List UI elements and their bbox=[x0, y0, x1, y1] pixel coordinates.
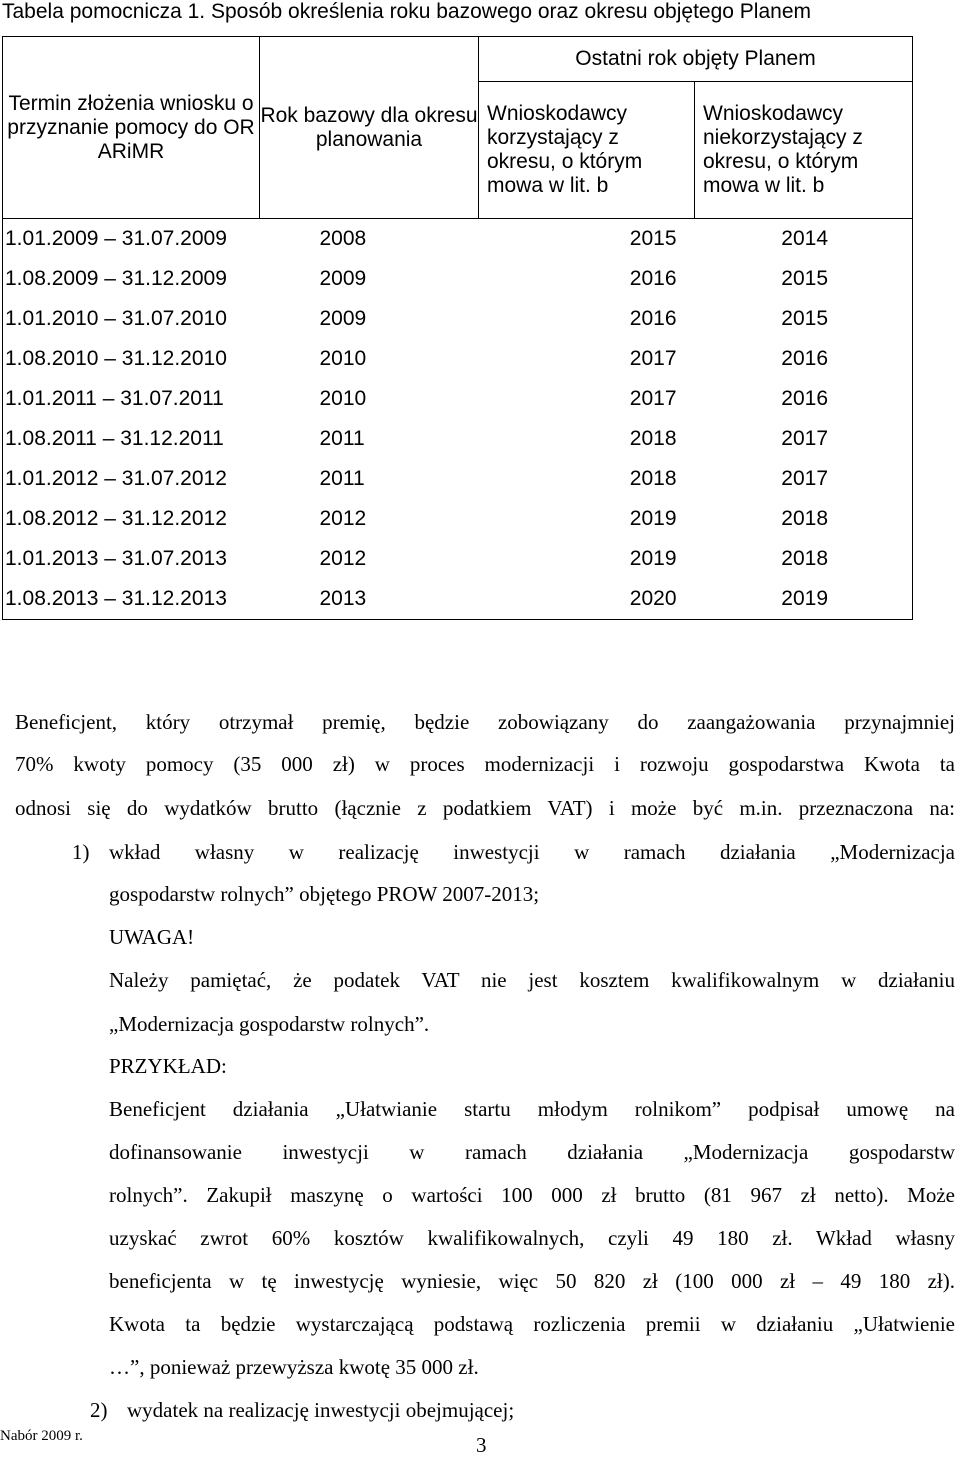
list-number: 2) bbox=[90, 1398, 108, 1422]
cell-base-year: 2012 bbox=[319, 547, 367, 570]
paragraph-line: odnosi się do wydatków brutto (łącznie z podatkiem VAT) i może być m.in. przeznaczona na: bbox=[15, 796, 955, 820]
table-row bbox=[3, 539, 913, 579]
paragraph-line: 70% kwoty pomocy (35 000 zł) w proces modernizacji i rozwoju gospodarstwa Kwota ta bbox=[15, 752, 955, 776]
table-row bbox=[3, 219, 913, 260]
cell-base-year: 2010 bbox=[319, 347, 367, 370]
cell-base-year: 2009 bbox=[319, 267, 367, 290]
example-label: PRZYKŁAD: bbox=[109, 1054, 227, 1078]
cell-last-year-not-using: 2019 bbox=[695, 579, 913, 620]
header-base-year: Rok bazowy dla okresu planowania bbox=[260, 37, 479, 219]
cell-submission-period: 1.01.2010 – 31.07.2010 bbox=[3, 299, 260, 339]
table-row bbox=[3, 379, 913, 419]
cell-submission-period: 1.08.2009 – 31.12.2009 bbox=[3, 259, 260, 299]
cell-base-year: 2013 bbox=[260, 579, 479, 620]
cell-last-year-using: 2017 bbox=[629, 387, 677, 410]
header-applicants-not-using: Wnioskodawcy niekorzystający z okresu, o którym mowa w lit. b bbox=[695, 82, 913, 219]
cell-last-year-not-using: 2017 bbox=[695, 459, 913, 499]
footer-recruitment: Nabór 2009 r. bbox=[0, 1428, 83, 1444]
example-line: Kwota ta będzie wystarczającą podstawą rozliczenia premii w działaniu „Ułatwienie bbox=[109, 1312, 955, 1336]
cell-last-year-using: 2020 bbox=[479, 579, 695, 620]
header-submission-date: Termin złożenia wniosku o przyznanie pomocy do OR ARiMR bbox=[3, 37, 260, 219]
cell-submission-period: 1.01.2009 – 31.07.2009 bbox=[3, 219, 260, 260]
cell-submission-period: 1.08.2010 – 31.12.2010 bbox=[3, 339, 260, 379]
example-line: rolnych”. Zakupił maszynę o wartości 100 000 zł brutto (81 967 zł netto). Może bbox=[109, 1183, 955, 1207]
cell-base-year: 2012 bbox=[319, 507, 367, 530]
table-caption: Tabela pomocnicza 1. Sposób określenia roku bazowego oraz okresu objętego Planem bbox=[2, 0, 811, 23]
table-row bbox=[3, 579, 913, 620]
list-item-text: wkład własny w realizację inwestycji w ramach działania „Modernizacja bbox=[109, 840, 955, 864]
table-row bbox=[3, 299, 913, 339]
list-item-text: gospodarstw rolnych” objętego PROW 2007-2013; bbox=[109, 882, 540, 906]
cell-submission-period: 1.08.2012 – 31.12.2012 bbox=[3, 499, 260, 539]
cell-last-year-not-using: 2017 bbox=[695, 419, 913, 459]
cell-last-year-using: 2017 bbox=[629, 347, 677, 370]
example-line: dofinansowanie inwestycji w ramach działania „Modernizacja gospodarstw bbox=[109, 1140, 955, 1164]
cell-last-year-using: 2018 bbox=[629, 467, 677, 490]
cell-last-year-using: 2016 bbox=[629, 307, 677, 330]
paragraph-line: Beneficjent, który otrzymał premię, będzie zobowiązany do zaangażowania przynajmniej bbox=[15, 710, 955, 734]
note-line: „Modernizacja gospodarstw rolnych”. bbox=[109, 1012, 430, 1036]
cell-submission-period: 1.01.2013 – 31.07.2013 bbox=[3, 539, 260, 579]
cell-submission-period: 1.01.2011 – 31.07.2011 bbox=[3, 379, 260, 419]
cell-base-year: 2009 bbox=[319, 307, 367, 330]
header-applicants-using: Wnioskodawcy korzystający z okresu, o którym mowa w lit. b bbox=[479, 82, 695, 219]
table-row bbox=[3, 419, 913, 459]
warning-label: UWAGA! bbox=[109, 925, 195, 949]
cell-base-year: 2010 bbox=[319, 387, 367, 410]
table-row bbox=[3, 459, 913, 499]
list-number: 1) bbox=[72, 840, 90, 864]
cell-last-year-not-using: 2018 bbox=[695, 499, 913, 539]
table-row bbox=[3, 499, 913, 539]
cell-last-year-using: 2019 bbox=[629, 547, 677, 570]
cell-submission-period: 1.08.2013 – 31.12.2013 bbox=[3, 579, 260, 620]
cell-last-year-not-using: 2015 bbox=[695, 299, 913, 339]
page-number: 3 bbox=[476, 1433, 487, 1457]
cell-last-year-using: 2015 bbox=[479, 219, 695, 260]
cell-last-year-not-using: 2016 bbox=[695, 379, 913, 419]
cell-last-year-not-using: 2016 bbox=[695, 339, 913, 379]
cell-submission-period: 1.01.2012 – 31.07.2012 bbox=[3, 459, 260, 499]
cell-submission-period: 1.08.2011 – 31.12.2011 bbox=[3, 419, 260, 459]
cell-last-year-not-using: 2014 bbox=[695, 219, 913, 260]
cell-last-year-not-using: 2015 bbox=[695, 259, 913, 299]
note-line: Należy pamiętać, że podatek VAT nie jest kosztem kwalifikowalnym w działaniu bbox=[109, 968, 955, 992]
example-line: uzyskać zwrot 60% kosztów kwalifikowalnych, czyli 49 180 zł. Wkład własny bbox=[109, 1226, 955, 1250]
cell-base-year: 2008 bbox=[260, 219, 479, 260]
example-line: beneficjenta w tę inwestycję wyniesie, więc 50 820 zł (100 000 zł – 49 180 zł). bbox=[109, 1269, 955, 1293]
table-row bbox=[3, 339, 913, 379]
cell-base-year: 2011 bbox=[319, 467, 365, 490]
example-line: Beneficjent działania „Ułatwianie startu młodym rolnikom” podpisał umowę na bbox=[109, 1097, 955, 1121]
base-year-table bbox=[2, 36, 913, 620]
header-last-plan-year: Ostatni rok objęty Planem bbox=[479, 37, 913, 82]
cell-last-year-not-using: 2018 bbox=[695, 539, 913, 579]
cell-last-year-using: 2016 bbox=[629, 267, 677, 290]
cell-last-year-using: 2018 bbox=[629, 427, 677, 450]
cell-last-year-using: 2019 bbox=[629, 507, 677, 530]
list-item-text: wydatek na realizację inwestycji obejmującej; bbox=[127, 1398, 515, 1422]
cell-base-year: 2011 bbox=[319, 427, 365, 450]
table-row bbox=[3, 259, 913, 299]
example-line: …”, ponieważ przewyższa kwotę 35 000 zł. bbox=[109, 1355, 479, 1379]
